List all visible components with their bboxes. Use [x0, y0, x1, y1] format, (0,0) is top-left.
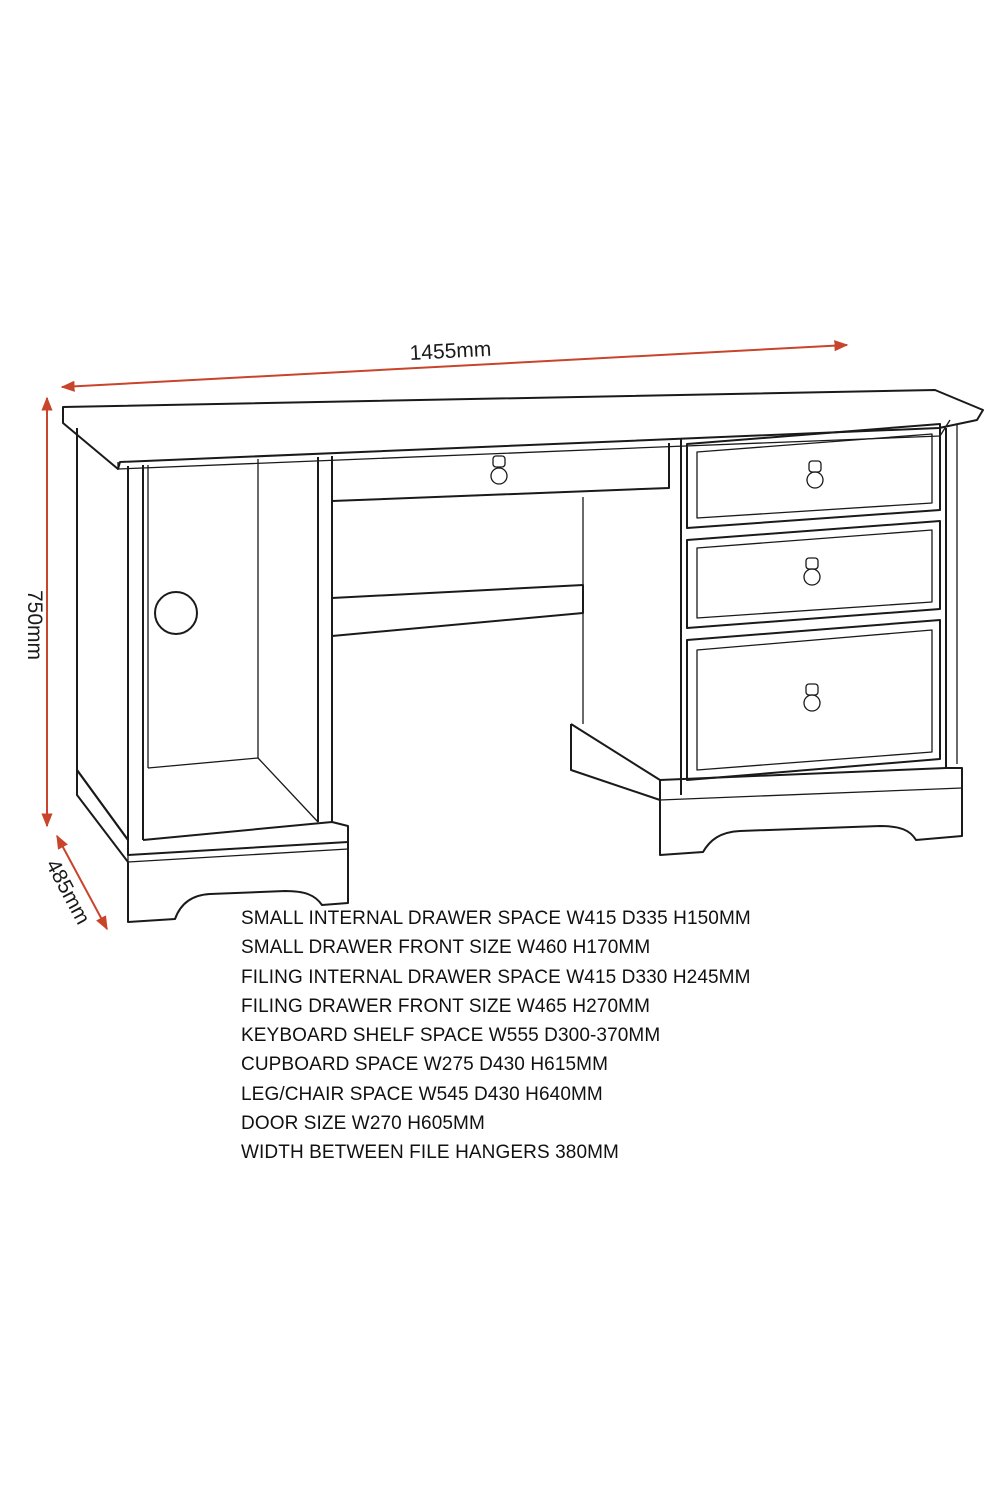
- depth-label: 485mm: [41, 855, 95, 929]
- spec-line: WIDTH BETWEEN FILE HANGERS 380MM: [241, 1142, 619, 1164]
- filing-drawer: [687, 620, 940, 780]
- left-pedestal: [77, 428, 332, 840]
- desk-top: [63, 390, 983, 469]
- right-drawer-1: [687, 424, 940, 528]
- rear-rail: [332, 497, 583, 724]
- spec-line: LEG/CHAIR SPACE W545 D430 H640MM: [241, 1083, 603, 1105]
- spec-line: DOOR SIZE W270 H605MM: [241, 1113, 485, 1135]
- ring-pull-icon: [807, 461, 823, 488]
- right-drawer-2: [687, 521, 940, 628]
- specifications-list: [241, 904, 751, 1168]
- spec-line: FILING INTERNAL DRAWER SPACE W415 D330 H245MM: [241, 966, 751, 988]
- left-plinth: [77, 770, 348, 922]
- ring-pull-icon: [491, 456, 507, 484]
- spec-line: KEYBOARD SHELF SPACE W555 D300-370MM: [241, 1025, 661, 1047]
- spec-line: SMALL DRAWER FRONT SIZE W460 H170MM: [241, 937, 651, 959]
- cable-hole: [155, 592, 197, 634]
- spec-line: SMALL INTERNAL DRAWER SPACE W415 D335 H150MM: [241, 908, 751, 929]
- spec-line: FILING DRAWER FRONT SIZE W465 H270MM: [241, 995, 650, 1017]
- height-label: 750mm: [23, 589, 46, 661]
- spec-line: CUPBOARD SPACE W275 D430 H615MM: [241, 1054, 609, 1076]
- ring-pull-icon: [804, 558, 820, 585]
- width-label: 1455mm: [409, 337, 492, 365]
- ring-pull-icon: [804, 684, 820, 711]
